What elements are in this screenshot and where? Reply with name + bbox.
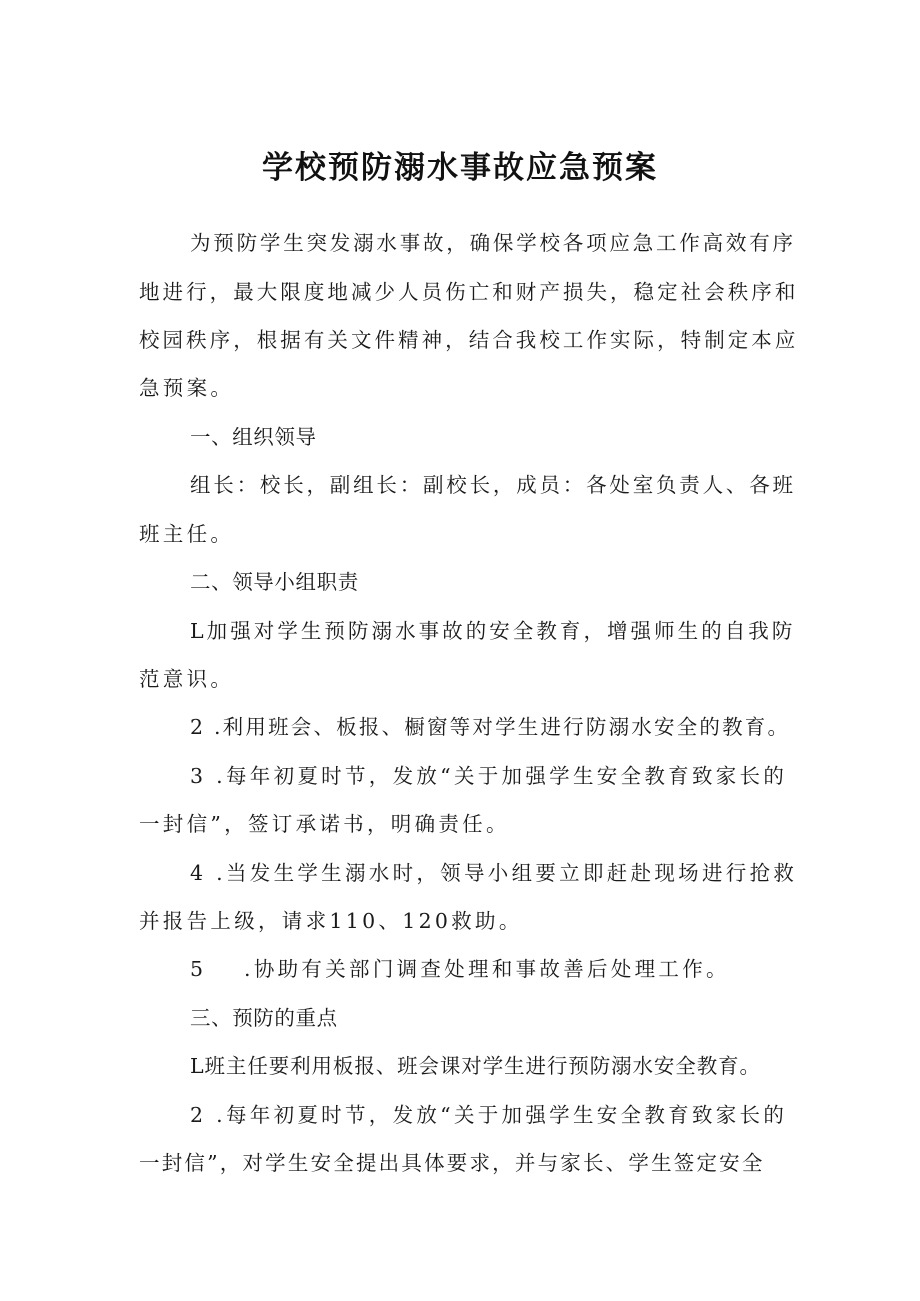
intro-line-3: 校园秩序，根据有关文件精神，结合我校工作实际，特制定本应 (139, 328, 799, 352)
duty-item-1-line-1: L加强对学生预防溺水事故的安全教育，增强师生的自我防 (190, 619, 796, 643)
section-heading-organization: 一、组织领导 (190, 425, 317, 449)
prevention-item-2-line-2: 一封信”，对学生安全提出具体要求，并与家长、学生签定安全 (139, 1151, 765, 1175)
section-heading-duties: 二、领导小组职责 (190, 570, 359, 594)
duty-item-3-line-2: 一封信”，签订承诺书，明确责任。 (139, 812, 510, 836)
duty-item-4-line-1: 4 .当发生学生溺水时，领导小组要立即赶赴现场进行抢救 (190, 861, 798, 885)
duty-item-1-line-2: 范意识。 (139, 667, 235, 691)
intro-line-2: 地进行，最大限度地减少人员伤亡和财产损失，稳定社会秩序和 (139, 280, 799, 304)
prevention-item-2-line-1: 2 .每年初夏时节，发放“关于加强学生安全教育致家长的 (190, 1103, 788, 1127)
intro-line-4: 急预案。 (139, 376, 235, 400)
duty-item-5-number: 5 (190, 957, 204, 981)
prevention-item-1: L班主任要利用板报、班会课对学生进行预防溺水安全教育。 (190, 1054, 761, 1078)
section1-line-1: 组长：校长，副组长：副校长，成员：各处室负责人、各班 (190, 473, 796, 497)
section1-line-2: 班主任。 (139, 522, 235, 546)
duty-item-3-line-1: 3 .每年初夏时节，发放“关于加强学生安全教育致家长的 (190, 764, 788, 788)
duty-item-2: 2 .利用班会、板报、橱窗等对学生进行防溺水安全的教育。 (190, 715, 791, 739)
document-title: 学校预防溺水事故应急预案 (262, 150, 658, 186)
duty-item-4-line-2: 并报告上级，请求110、120救助。 (139, 909, 523, 933)
intro-line-1: 为预防学生突发溺水事故，确保学校各项应急工作高效有序 (190, 231, 796, 255)
duty-item-5-text: .协助有关部门调查处理和事故善后处理工作。 (244, 957, 730, 981)
section-heading-prevention: 三、预防的重点 (190, 1006, 338, 1030)
